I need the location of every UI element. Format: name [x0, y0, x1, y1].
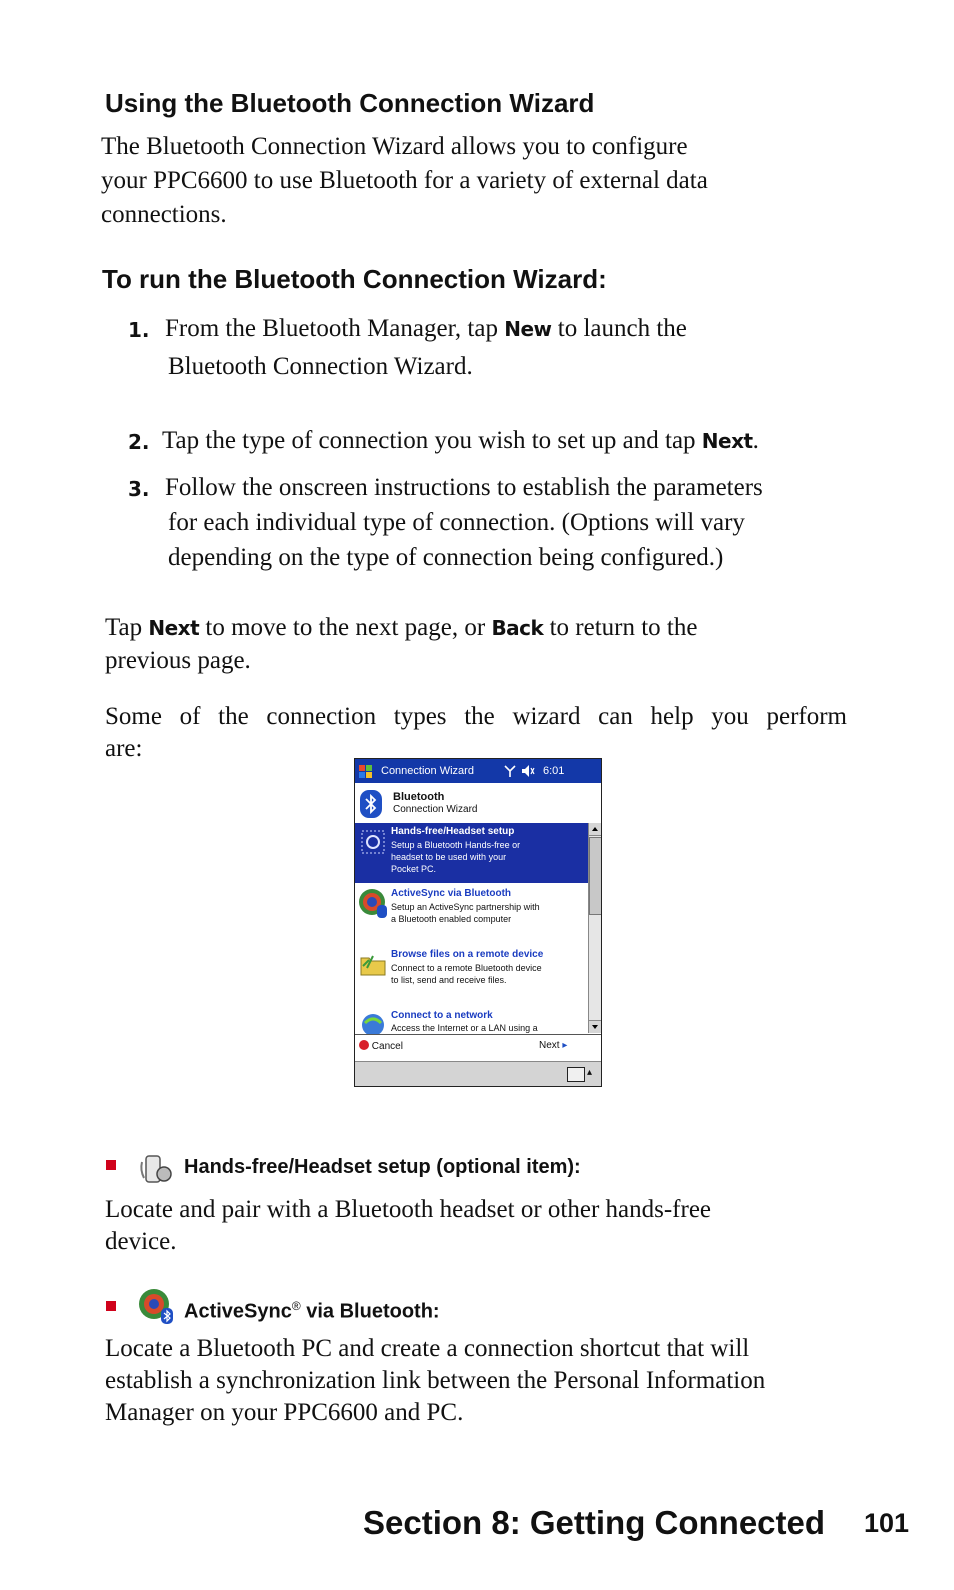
list-item-browse-files[interactable]	[355, 946, 588, 1004]
windows-start-icon[interactable]	[359, 764, 373, 778]
item-desc: Setup an ActiveSync partnership with	[391, 902, 540, 912]
next-button[interactable]	[539, 1040, 567, 1052]
activesync-bluetooth-icon	[137, 1287, 175, 1325]
step-2-number: 2.	[128, 430, 150, 454]
item-title: Hands-free/Headset setup	[391, 826, 515, 837]
item-desc: Setup a Bluetooth Hands-free or	[391, 840, 521, 850]
registered-mark: ®	[291, 1299, 301, 1313]
scroll-down-icon[interactable]	[589, 1020, 601, 1033]
cancel-icon	[359, 1040, 369, 1050]
bullet-1-title: Hands-free/Headset setup (optional item):	[184, 1156, 581, 1178]
step-1-number: 1.	[128, 318, 150, 342]
list-item-network[interactable]	[355, 1007, 588, 1033]
tap-next-line-1	[105, 611, 697, 645]
item-desc: to list, send and receive files.	[391, 975, 507, 985]
activesync-icon	[357, 887, 389, 923]
bullet-1-body-line-1: Locate and pair with a Bluetooth headset or other hands-free	[105, 1196, 712, 1223]
bullet-2-body-line-3: Manager on your PPC6600 and PC.	[105, 1399, 464, 1426]
section-heading: Using the Bluetooth Connection Wizard	[105, 88, 595, 118]
bluetooth-icon	[359, 789, 383, 819]
next-button-label: Next	[539, 1040, 560, 1051]
intro-line-2: your PPC6600 to use Bluetooth for a variety of external data	[101, 167, 708, 194]
handsfree-icon	[138, 1150, 176, 1188]
tap-next-line-2: previous page.	[105, 647, 251, 674]
device-title: Connection Wizard	[381, 765, 474, 777]
back-label: Back	[491, 616, 544, 640]
tap-next-text-e: to return to the	[543, 614, 698, 641]
step-1-text-a: From the Bluetooth Manager, tap	[165, 315, 505, 342]
some-line-1: Some of the connection types the wizard can help you perform	[105, 703, 847, 730]
scroll-up-icon[interactable]	[589, 823, 601, 836]
list-item-activesync[interactable]	[355, 885, 588, 943]
next-label: Next	[701, 429, 753, 453]
bullet-2-title	[184, 1292, 440, 1326]
step-3-line-2: for each individual type of connection. (Options will vary	[168, 509, 745, 536]
folder-icon	[357, 948, 389, 982]
tap-next-text-c: to move to the next page, or	[199, 614, 492, 641]
item-desc: Access the Internet or a LAN using a	[391, 1023, 538, 1033]
device-time: 6:01	[543, 765, 565, 777]
footer-section-title: Section 8: Getting Connected	[363, 1504, 826, 1541]
item-title: ActiveSync via Bluetooth	[391, 888, 512, 899]
scroll-thumb[interactable]	[589, 837, 602, 915]
device-titlebar	[355, 759, 601, 783]
item-title: Browse files on a remote device	[391, 949, 544, 960]
subheading: To run the Bluetooth Connection Wizard:	[102, 264, 607, 294]
bullet-marker	[106, 1301, 116, 1311]
volume-icon[interactable]	[521, 759, 535, 792]
list-item-handsfree[interactable]	[355, 823, 588, 883]
sip-arrow-icon[interactable]: ▴	[587, 1067, 593, 1078]
keyboard-icon[interactable]	[567, 1067, 585, 1082]
menu-bar	[355, 1061, 601, 1087]
cancel-button[interactable]	[359, 1040, 403, 1053]
via-bluetooth-text: via Bluetooth:	[300, 1300, 440, 1323]
header-subtitle: Connection Wizard	[393, 804, 478, 815]
some-line-2: are:	[105, 735, 143, 762]
item-desc: a Bluetooth enabled computer	[391, 914, 512, 924]
bullet-2-body-line-1: Locate a Bluetooth PC and create a connection shortcut that will	[105, 1335, 750, 1362]
new-label: New	[504, 317, 552, 341]
headset-icon	[358, 827, 388, 861]
tap-next-text-a: Tap	[105, 614, 149, 641]
device-screenshot	[354, 758, 602, 1087]
step-3-line-1: Follow the onscreen instructions to establish the parameters	[165, 474, 763, 501]
step-2-text-a: Tap the type of connection you wish to set up and tap	[162, 427, 702, 454]
cancel-label: Cancel	[371, 1041, 403, 1052]
next-arrow-icon: ▸	[562, 1040, 568, 1051]
step-1-text-c: to launch the	[551, 315, 687, 342]
header-title: Bluetooth	[393, 791, 445, 803]
step-1-line-1	[165, 312, 687, 346]
bullet-marker	[106, 1160, 116, 1170]
step-3-line-3: depending on the type of connection being configured.)	[168, 544, 724, 571]
bullet-2-body-line-2: establish a synchronization link between the Personal Information	[105, 1367, 766, 1394]
signal-icon	[504, 759, 516, 792]
item-desc: headset to be used with your	[391, 852, 507, 862]
scrollbar[interactable]	[588, 823, 601, 1033]
item-desc: Pocket PC.	[391, 864, 437, 874]
step-2-line-1	[162, 424, 759, 458]
item-title: Connect to a network	[391, 1010, 493, 1021]
bullet-1-body-line-2: device.	[105, 1228, 177, 1255]
item-desc: Connect to a remote Bluetooth device	[391, 963, 542, 973]
activesync-word: ActiveSync	[184, 1300, 292, 1323]
step-1-line-2: Bluetooth Connection Wizard.	[168, 353, 473, 380]
page-number: 101	[864, 1508, 910, 1538]
intro-line-1: The Bluetooth Connection Wizard allows you to configure	[101, 133, 688, 160]
step-3-number: 3.	[128, 477, 150, 501]
intro-line-3: connections.	[101, 201, 227, 228]
step-2-text-c: .	[752, 427, 759, 454]
next-label-2: Next	[148, 616, 200, 640]
